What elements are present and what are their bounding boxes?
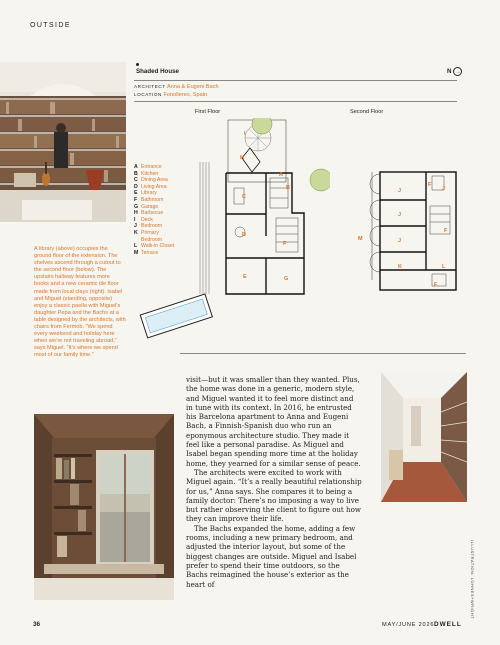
north-indicator [447,67,462,76]
location-value: Fonolleres, Spain [163,92,208,98]
location-label: LOCATION [134,92,162,97]
library-photo [0,62,126,222]
body-paragraph: visit—but it was smaller than they wanted. Plus, the home was done in a generic, modern style, and Miguel wanted it to feel more distinct and in tune with its context. In 2016, he entrusted his Barcelona apartment to Anna and Eugeni Bach, a Finnish-Spanish duo who run an eponymous architecture studio. They made it feel like a personal paradise. As Miguel and Isabel began spending more time at the holiday home, they yearned for a similar sense of peace. [186,375,361,468]
second-floor-plan [340,170,465,300]
legend-item: C Dining Area [134,177,168,184]
legend-item: D Living Area [134,183,167,190]
body-paragraph: The Bachs expanded the home, adding a few rooms, including a new primary bedroom, and adjusted the interior layout, but some of the biggest changes are outside. Miguel and Isabel prefer to spend their time outdoors, so the Bachs reimagined the house’s exterior as the heart of [186,523,357,589]
svg-text:A: A [279,172,283,178]
article-body [186,375,362,589]
legend-item: K Primary [134,229,159,236]
svg-text:F: F [444,228,448,234]
first-floor-label: First Floor [195,109,221,115]
architect-value: Anna & Eugeni Bach [166,84,219,90]
legend-item: J Bedroom [134,223,163,230]
svg-text:D: D [242,232,246,238]
legend-item: A Entrance [134,164,162,170]
svg-text:J: J [398,238,402,244]
body-paragraph: The architects were excited to work with Miguel again. “It’s a really beautiful relationship for us,” Anna says. She compares it to being a family doctor: There’s no imposing a way to live but rather observing the client to figure out how they can improve their life. [186,467,362,524]
legend-item: G Garage [134,203,159,210]
legend-item: E Library [134,190,157,197]
window-shelves-photo [34,414,174,600]
svg-text:J: J [398,212,402,218]
svg-text:C: C [242,194,246,200]
north-label: N [447,68,452,75]
svg-text:I: I [244,131,246,137]
svg-text:M: M [358,236,363,242]
location-line [134,92,207,98]
architect-line [134,84,219,90]
svg-text:G: G [284,276,289,282]
svg-text:J: J [398,188,402,194]
svg-text:L: L [442,264,446,270]
first-floor-plan [180,118,330,308]
svg-text:H: H [240,155,244,161]
svg-text:J: J [442,186,446,192]
architect-label: ARCHITECT [134,84,166,89]
pool-drawing [136,290,216,340]
legend-item: L Walk-in Closet [134,243,175,250]
page-number: 36 [33,621,41,628]
illustration-credit: ILLUSTRATION: LOHNES+WRIGHT [470,540,475,620]
svg-text:K: K [398,264,402,270]
svg-text:F: F [434,282,438,288]
svg-text:F: F [283,241,287,247]
hallway-photo [381,372,467,502]
plan-legend [134,164,174,256]
legend-item: B Kitchen [134,170,159,177]
section-label: OUTSIDE [30,22,71,29]
section-rule [180,353,466,354]
plan-title: Shaded House [136,68,179,75]
svg-text:E: E [243,274,247,280]
plan-rule-bottom [134,101,457,102]
legend-item: I Deck [134,216,153,223]
photo-caption: A library (above) occupies the ground floor of the extension. The shelves ascend through a cutout to the second floor (below). The upstairs hallway features more books and a new ceramic tile floor made from local clays (right). Isabel and Miguel (standing, opposite) enjoy a classic paella with Miguel's daughter Pepa and the Bachs at a table designed by the architects, with chairs from Fermob. “We spend every weekend and holiday here when we’re not traveling abroad,” says Miguel. “It’s where we spend most of our family time.” [34,246,126,359]
plan-bullet [136,63,139,66]
plan-rule-top [134,80,457,81]
svg-text:F: F [428,182,432,188]
legend-item: M Terrace [134,249,159,256]
legend-item: Bedroom [141,236,163,243]
legend-item: F Bathroom [134,196,164,203]
north-arrow-icon: → [455,68,461,75]
second-floor-label: Second Floor [350,109,384,115]
issue-date: MAY/JUNE 2026 [382,622,435,628]
legend-item: H Barbecue [134,210,164,217]
magazine-name: DWELL [434,621,462,628]
svg-text:B: B [286,185,290,191]
